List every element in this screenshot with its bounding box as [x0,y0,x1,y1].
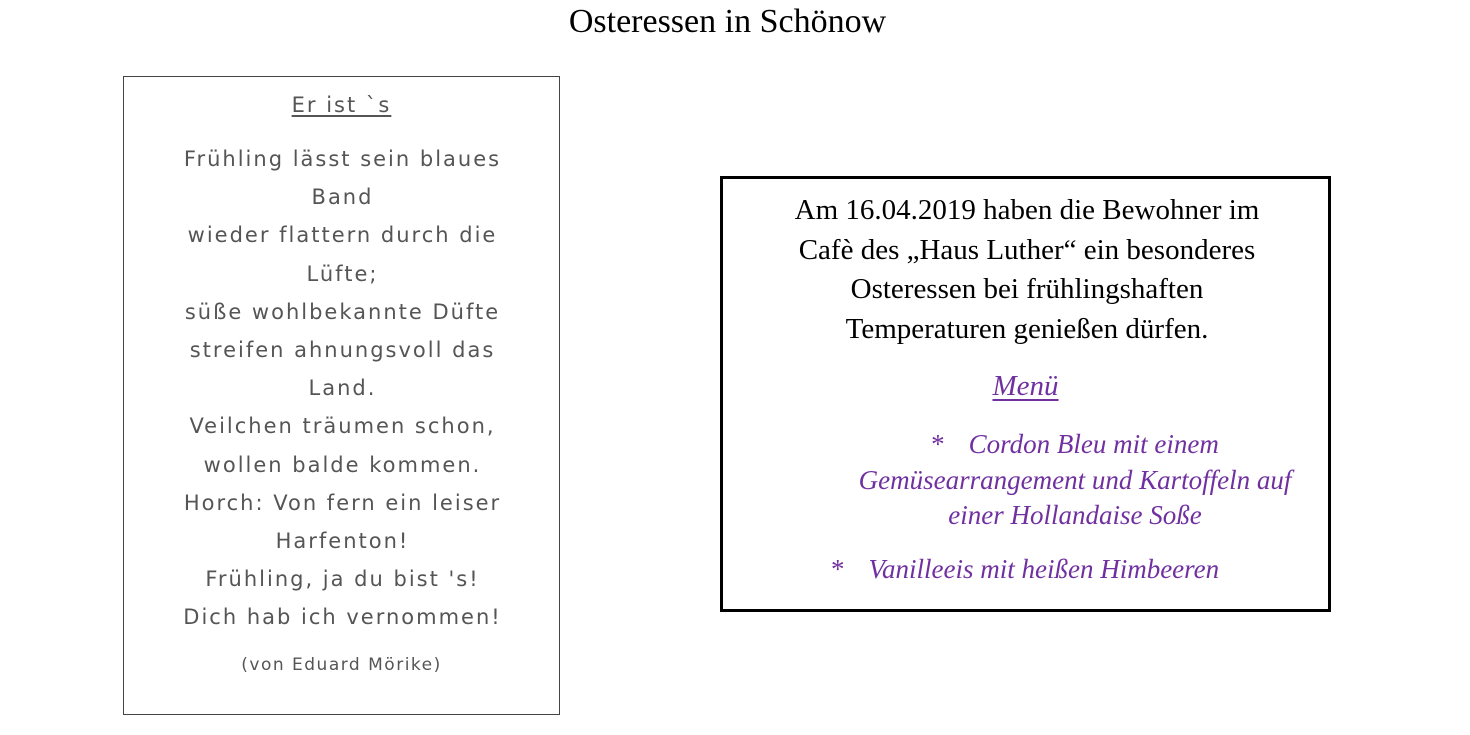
menu-item [835,427,1315,534]
poem-line: wollen balde kommen. [203,452,482,477]
menu-item-text: Vanilleeis mit heißen Himbeeren [868,554,1220,584]
poem-box [123,76,560,715]
poem-line: Band [311,185,374,210]
menu-item-line [835,427,1315,463]
menu-item-line: Gemüsearrangement und Kartoffeln auf [858,464,1292,495]
event-text-line: Temperaturen genießen dürfen. [845,312,1209,345]
menu-item-line: einer Hollandaise Soße [948,500,1202,530]
menu-item-text: Cordon Bleu mit einem [968,429,1219,459]
menu-heading [723,368,1328,404]
poem-author: (von Eduard Mörike) [241,655,442,675]
event-description [741,191,1313,349]
poem-title [124,91,559,119]
event-box [720,176,1331,612]
menu-item [831,552,1291,587]
poem-line: Horch: Von fern ein leiser [183,490,502,515]
event-text-line: Osteressen bei frühlingshaften [850,273,1204,305]
poem-line: Frühling lässt sein blaues [183,147,502,171]
bullet-icon: * [931,429,945,459]
poem-line: Lüfte; [306,261,379,286]
poem-line: Veilchen träumen schon, [189,414,496,439]
bullet-icon: * [831,554,845,584]
poem-line: streifen ahnungsvoll das [189,338,496,363]
poem-line: Frühling, ja du bist 's! [205,567,480,592]
poem-lines [154,140,531,637]
event-text-line: Cafè des „Haus Luther“ ein besonderes [798,233,1256,266]
page-title: Osteressen in Schönow [568,3,887,40]
poem-line: Dich hab ich vernommen! [183,605,502,630]
menu-heading-text: Menü [992,370,1059,402]
poem-title-text: Er ist `s [291,93,392,117]
poem-line: Land. [308,376,377,401]
poem-line: süße wohlbekannte Düfte [184,299,501,324]
event-text-line: Am 16.04.2019 haben die Bewohner im [794,194,1260,226]
poem-line: Harfenton! [275,529,410,554]
poem-line: wieder flattern durch die [187,223,498,248]
